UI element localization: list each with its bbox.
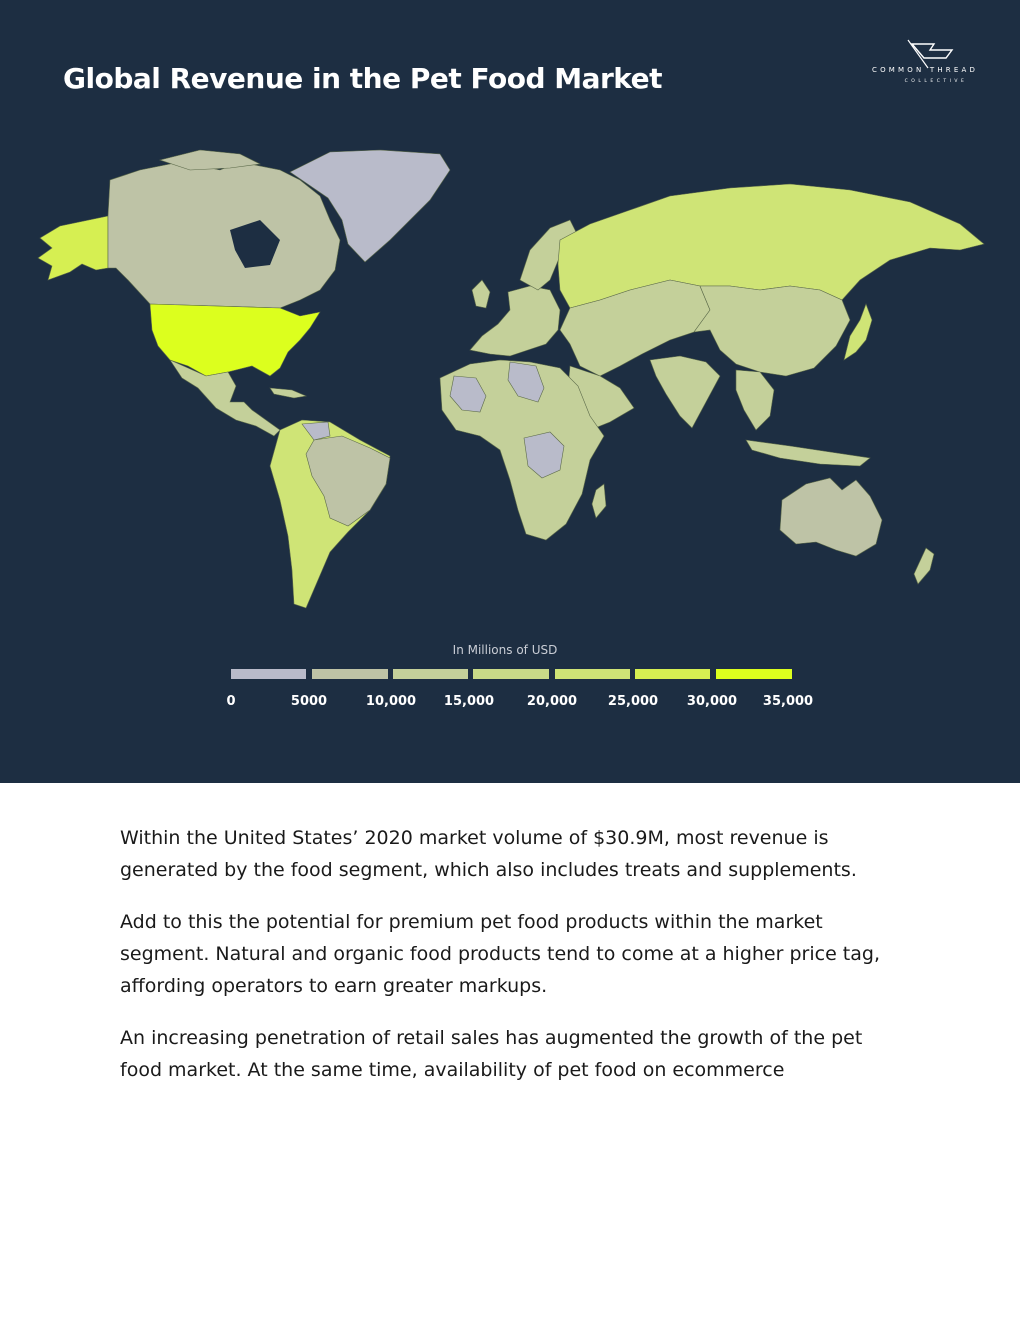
- region-southeast-asia: [736, 370, 774, 430]
- paragraph: An increasing penetration of retail sales has augmented the growth of the pet food market. At the same time, availability of pet food on ecommerce: [120, 1027, 863, 1081]
- legend-tick-3: 15,000: [443, 694, 495, 709]
- region-new-zealand: [914, 548, 934, 584]
- legend-tick-6: 30,000: [686, 694, 738, 709]
- legend-tick-4: 20,000: [526, 694, 578, 709]
- region-uk: [472, 280, 490, 308]
- legend-swatch-1: [312, 669, 388, 679]
- paragraph: Within the United States’ 2020 market volume of $30.9M, most revenue is generated by the food segment, which also includes treats and supplements.: [120, 827, 857, 881]
- article-body: [120, 822, 910, 1106]
- page-title: Global Revenue in the Pet Food Market: [63, 62, 663, 95]
- legend-swatch-5: [635, 669, 710, 679]
- legend-tick-0: 0: [226, 694, 236, 709]
- legend-tick-2: 10,000: [365, 694, 417, 709]
- legend-title: In Millions of USD: [452, 643, 558, 657]
- paragraph: Add to this the potential for premium pet food products within the market segment. Natural and organic food products tend to come at a higher price tag, affording operators to earn greater markups.: [120, 911, 880, 997]
- legend-tick-5: 25,000: [607, 694, 659, 709]
- region-japan: [844, 304, 872, 360]
- company-logo: [872, 38, 992, 90]
- legend-swatch-4: [555, 669, 630, 679]
- legend-swatch-3: [473, 669, 549, 679]
- region-india: [650, 356, 720, 428]
- legend-swatch-2: [393, 669, 468, 679]
- region-alaska: [38, 216, 108, 280]
- logo-wordmark: COMMON THREAD: [872, 66, 979, 74]
- legend-swatch-6: [716, 669, 792, 679]
- region-caribbean: [270, 388, 306, 398]
- world-map: [30, 140, 990, 620]
- region-madagascar: [592, 484, 606, 518]
- region-china: [694, 286, 850, 376]
- legend-swatch-0: [231, 669, 306, 679]
- legend-tick-7: 35,000: [762, 694, 814, 709]
- region-australia: [780, 478, 882, 556]
- legend-tick-1: 5000: [290, 694, 328, 709]
- region-canada: [108, 162, 340, 308]
- region-indonesia: [746, 440, 870, 466]
- logo-subtext: COLLECTIVE: [904, 79, 968, 84]
